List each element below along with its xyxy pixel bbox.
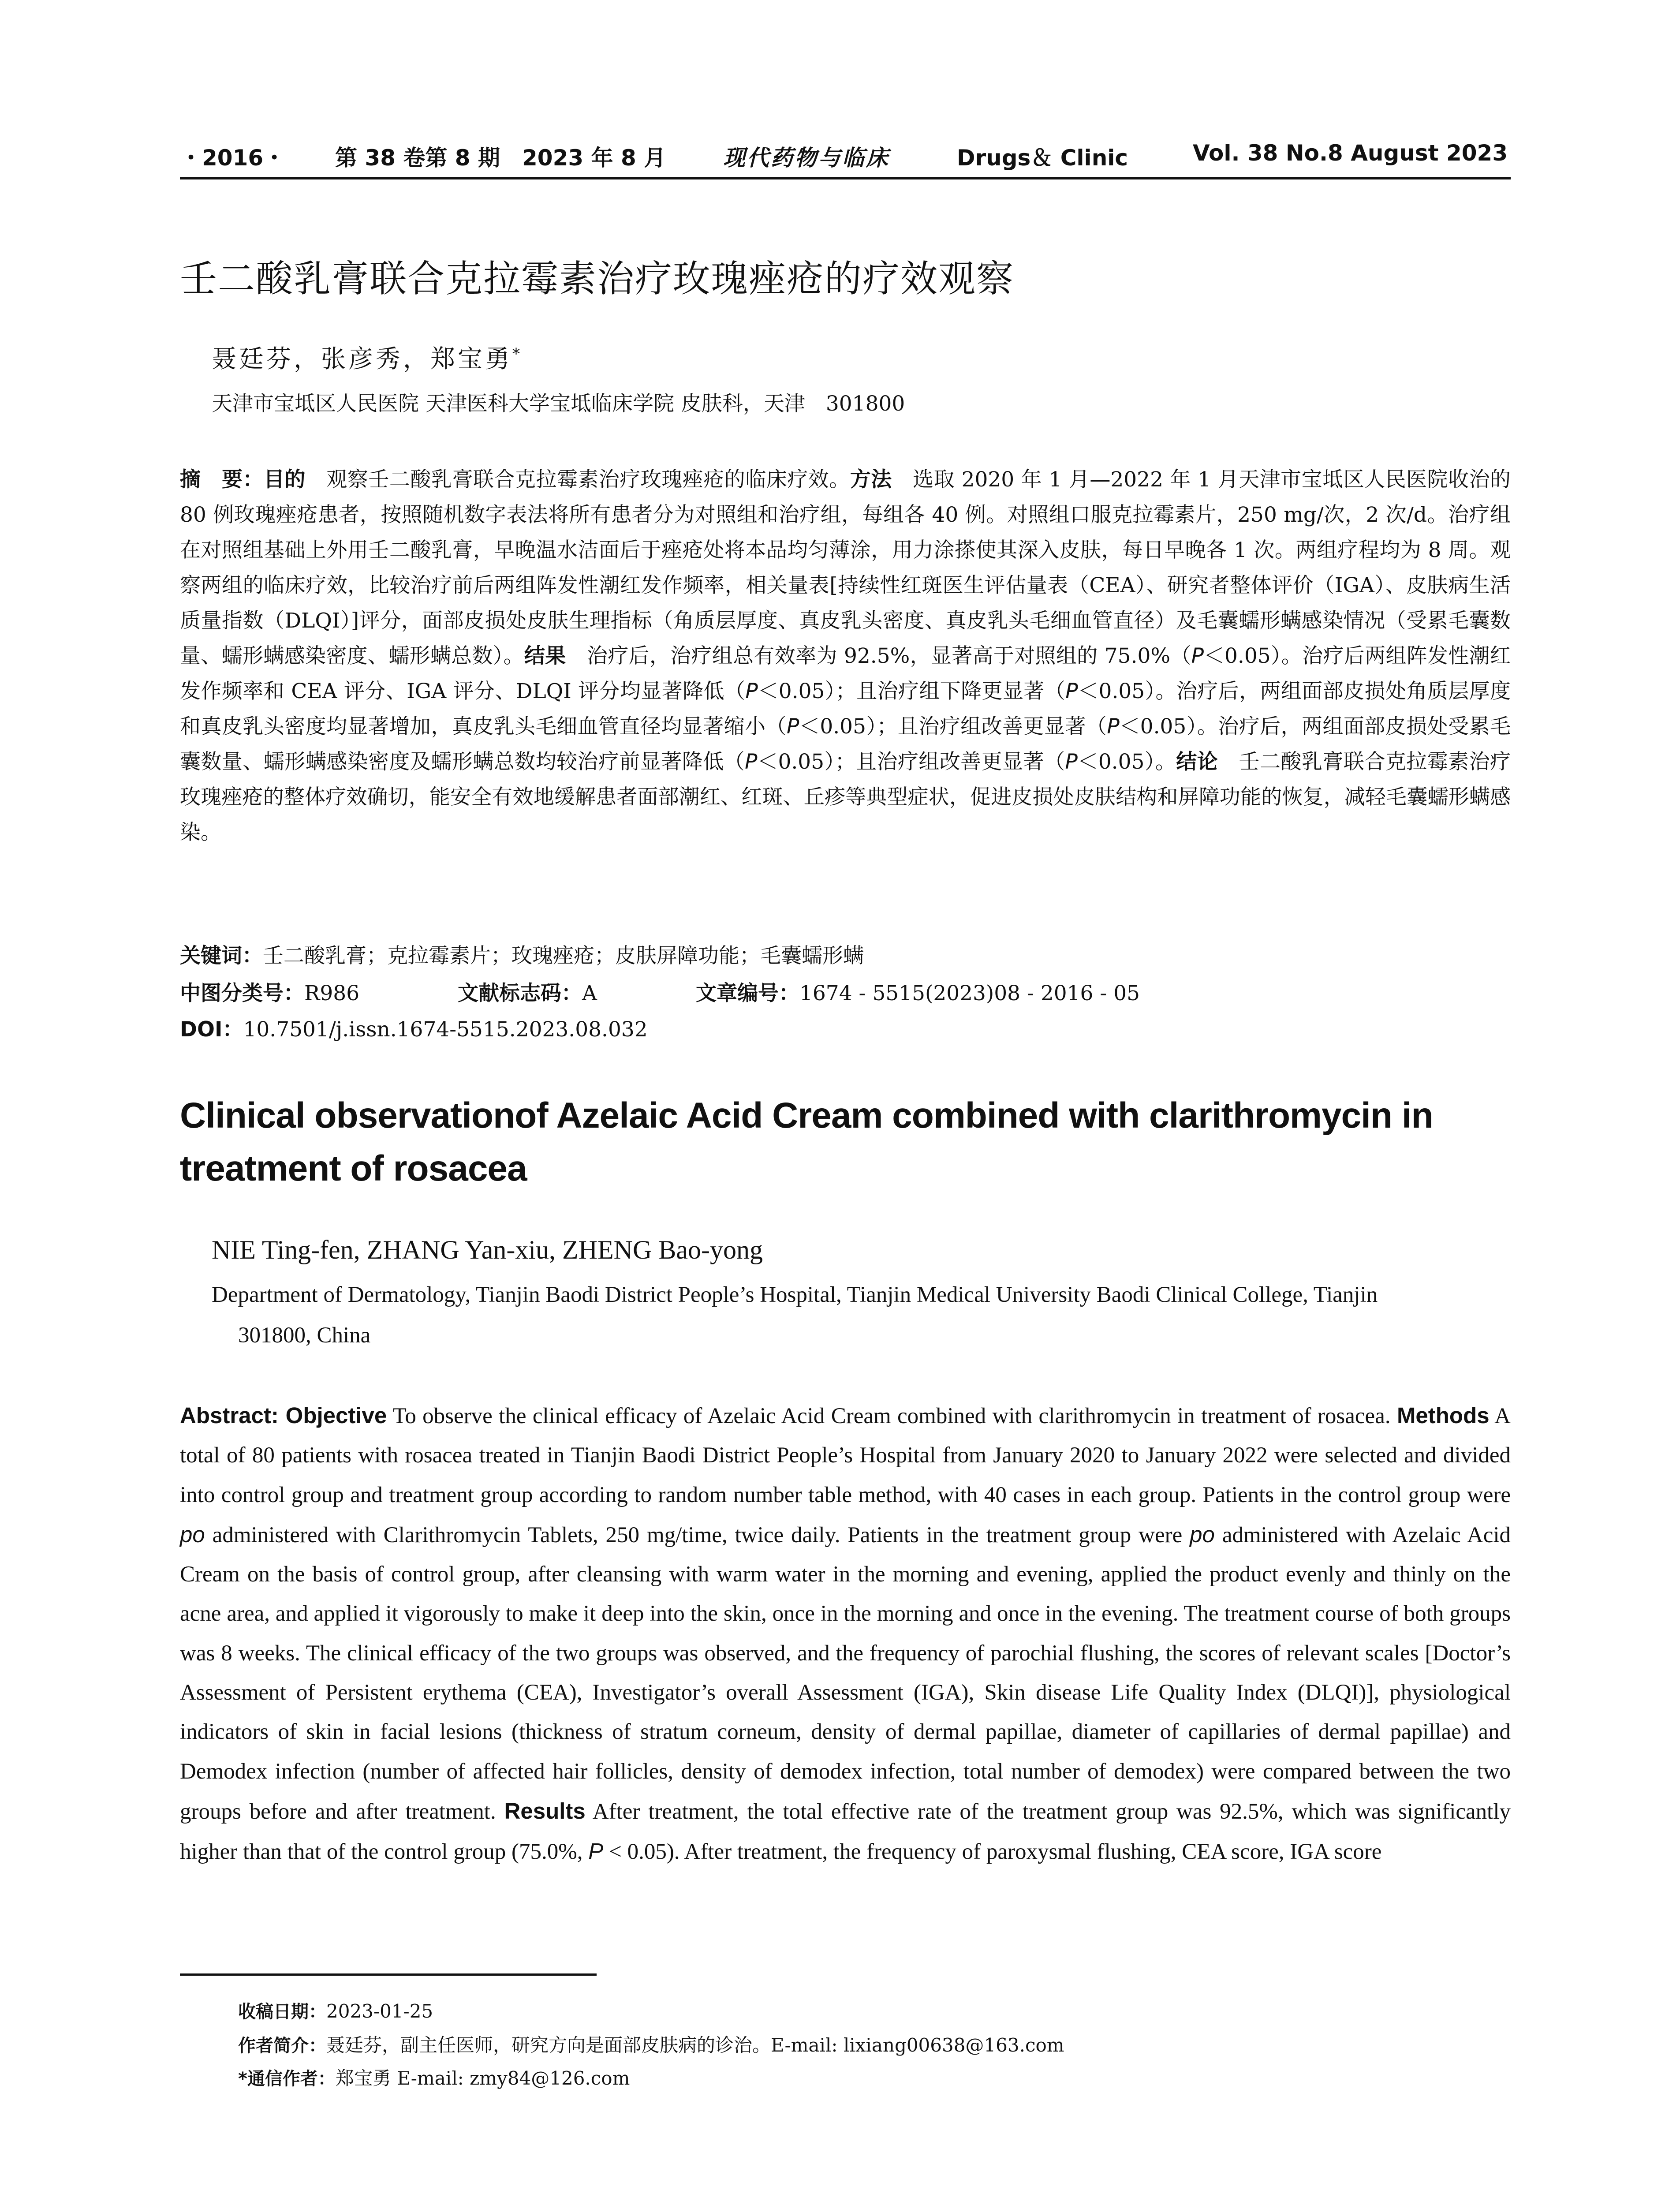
affiliation-cn: 天津市宝坻区人民医院 天津医科大学宝坻临床学院 皮肤科，天津 301800 <box>212 392 905 416</box>
header-rule <box>180 177 1511 179</box>
abstract-cn: 摘 要：目的 观察壬二酸乳膏联合克拉霉素治疗玫瑰痤疮的临床疗效。方法 选取 2020 年 1 月—2022 年 1 月天津市宝坻区人民医院收治的 80 例玫瑰痤疮患者，按照随机数字表法将所有患者分为对照组和治疗组，每组各 40 例。对照组口服克拉霉素片，250 mg/次，2 次/d。治疗组在对照组基础上外用壬二酸乳膏，早晚温水洁面后于痤疮处将本品均匀薄涂，用力涂搽使其深入皮肤，每日早晚各 1 次。两组疗程均为 8 周。观察两组的临床疗效，比较治疗前后两组阵发性潮红发作频率，相关量表[持续性红斑医生评估量表（CEA）、研究者整体评价（IGA）、皮肤病生活质量指数（DLQI）]评分，面部皮损处皮肤生理指标（角质层厚度、真皮乳头密度、真皮乳头毛细血管直径）及毛囊蠕形螨感染情况（受累毛囊数量、蠕形螨感染密度、蠕形螨总数）。结果 治疗后，治疗组总有效率为 92.5%，显著高于对照组的 75.0%（P＜0.05）。治疗后两组阵发性潮红发作频率和 CEA 评分、IGA 评分、DLQI 评分均显著降低（P＜0.05）；且治疗组下降更显著（P＜0.05）。治疗后，两组面部皮损处角质层厚度和真皮乳头密度均显著增加，真皮乳头毛细血管直径均显著缩小（P＜0.05）；且治疗组改善更显著（P＜0.05）。治疗后，两组面部皮损处受累毛囊数量、蠕形螨感染密度及蠕形螨总数均较治疗前显著降低（P＜0.05）；且治疗组改善更显著（P＜0.05）。结论 壬二酸乳膏联合克拉霉素治疗玫瑰痤疮的整体疗效确切，能安全有效地缓解患者面部潮红、红斑、丘疹等典型症状，促进皮损处皮肤结构和屏障功能的恢复，减轻毛囊蠕形螨感染。 <box>180 467 1511 845</box>
corresponding-mark: * <box>512 345 520 363</box>
footnote-rule <box>180 1973 597 1976</box>
keywords-cn: 关键词：壬二酸乳膏；克拉霉素片；玫瑰痤疮；皮肤屏障功能；毛囊蠕形螨 <box>180 944 864 968</box>
footnote-author: 作者简介：聂廷芬，副主任医师，研究方向是面部皮肤病的诊治。E-mail: lixiang00638@163.com <box>238 2034 1064 2056</box>
doi-value: 10.7501/j.issn.1674-5515.2023.08.032 <box>243 1017 648 1042</box>
footnote-received: 收稿日期：2023-01-25 <box>238 2000 433 2022</box>
article-number: 文章编号：1674 - 5515(2023)08 - 2016 - 05 <box>696 981 1140 1005</box>
clc-number: 中图分类号：R986 <box>180 981 360 1005</box>
article-title-cn: 壬二酸乳膏联合克拉霉素治疗玫瑰痤疮的疗效观察 <box>180 257 1015 300</box>
volume-issue-en: Vol. 38 No.8 August 2023 <box>1193 140 1508 166</box>
page-number: ・2016・ <box>180 145 286 171</box>
abstract-en: Abstract: Objective To observe the clinical efficacy of Azelaic Acid Cream combined with clarithromycin in treatment of rosacea. Methods A total of 80 patients with rosacea treated in Tianjin Baodi District People’s Hospital from January 2020 to January 2022 were selected and divided into control group and treatment group according to random number table method, with 40 cases in each group. Patients in the control group were po administered with Clarithromycin Tablets, 250 mg/time, twice daily. Patients in the treatment group were po administered with Azelaic Acid Cream on the basis of control group, after cleansing with warm water in the morning and evening, applied the product evenly and thinly on the acne area, and applied it vigorously to make it deep into the skin, once in the morning and once in the evening. The treatment course of both groups was 8 weeks. The clinical efficacy of the two groups was observed, and the frequency of parochial flushing, the scores of relevant scales [Doctor’s Assessment of Persistent erythema (CEA), Investigator’s overall Assessment (IGA), Skin disease Life Quality Index (DLQI)], physiological indicators of skin in facial lesions (thickness of stratum corneum, density of dermal papillae, diameter of capillaries of dermal papillae) and Demodex infection (number of affected hair follicles, density of demodex infection, total number of demodex) were compared between the two groups before and after treatment. Results After treatment, the total effective rate of the treatment group was 92.5%, which was significantly higher than that of the control group (75.0%, P < 0.05). After treatment, the frequency of paroxysmal flushing, CEA score, IGA score <box>180 1403 1511 1865</box>
footnote-corresponding: *通信作者：郑宝勇 E-mail: zmy84@126.com <box>238 2067 630 2089</box>
journal-name-cn: 现代药物与临床 <box>723 145 890 171</box>
article-title-en: Clinical observationof Azelaic Acid Cream combined with clarithromycin in treatment of rosacea <box>180 1095 1433 1188</box>
journal-name-en: Drugs＆ Clinic <box>957 145 1128 171</box>
authors-en: NIE Ting-fen, ZHANG Yan-xiu, ZHENG Bao-yong <box>212 1235 763 1264</box>
classification-line <box>180 977 1140 1006</box>
volume-issue-cn: 第 38 卷第 8 期 2023 年 8 月 <box>335 145 666 171</box>
authors-cn: 聂廷芬，张彦秀，郑宝勇* <box>212 345 520 374</box>
affiliation-en: Department of Dermatology, Tianjin Baodi District People’s Hospital, Tianjin Medical University Baodi Clinical College, Tianjin 301800, China <box>212 1282 1378 1348</box>
document-code: 文献标志码：A <box>458 981 597 1005</box>
doi-line: DOI：10.7501/j.issn.1674-5515.2023.08.032 <box>180 1017 648 1042</box>
